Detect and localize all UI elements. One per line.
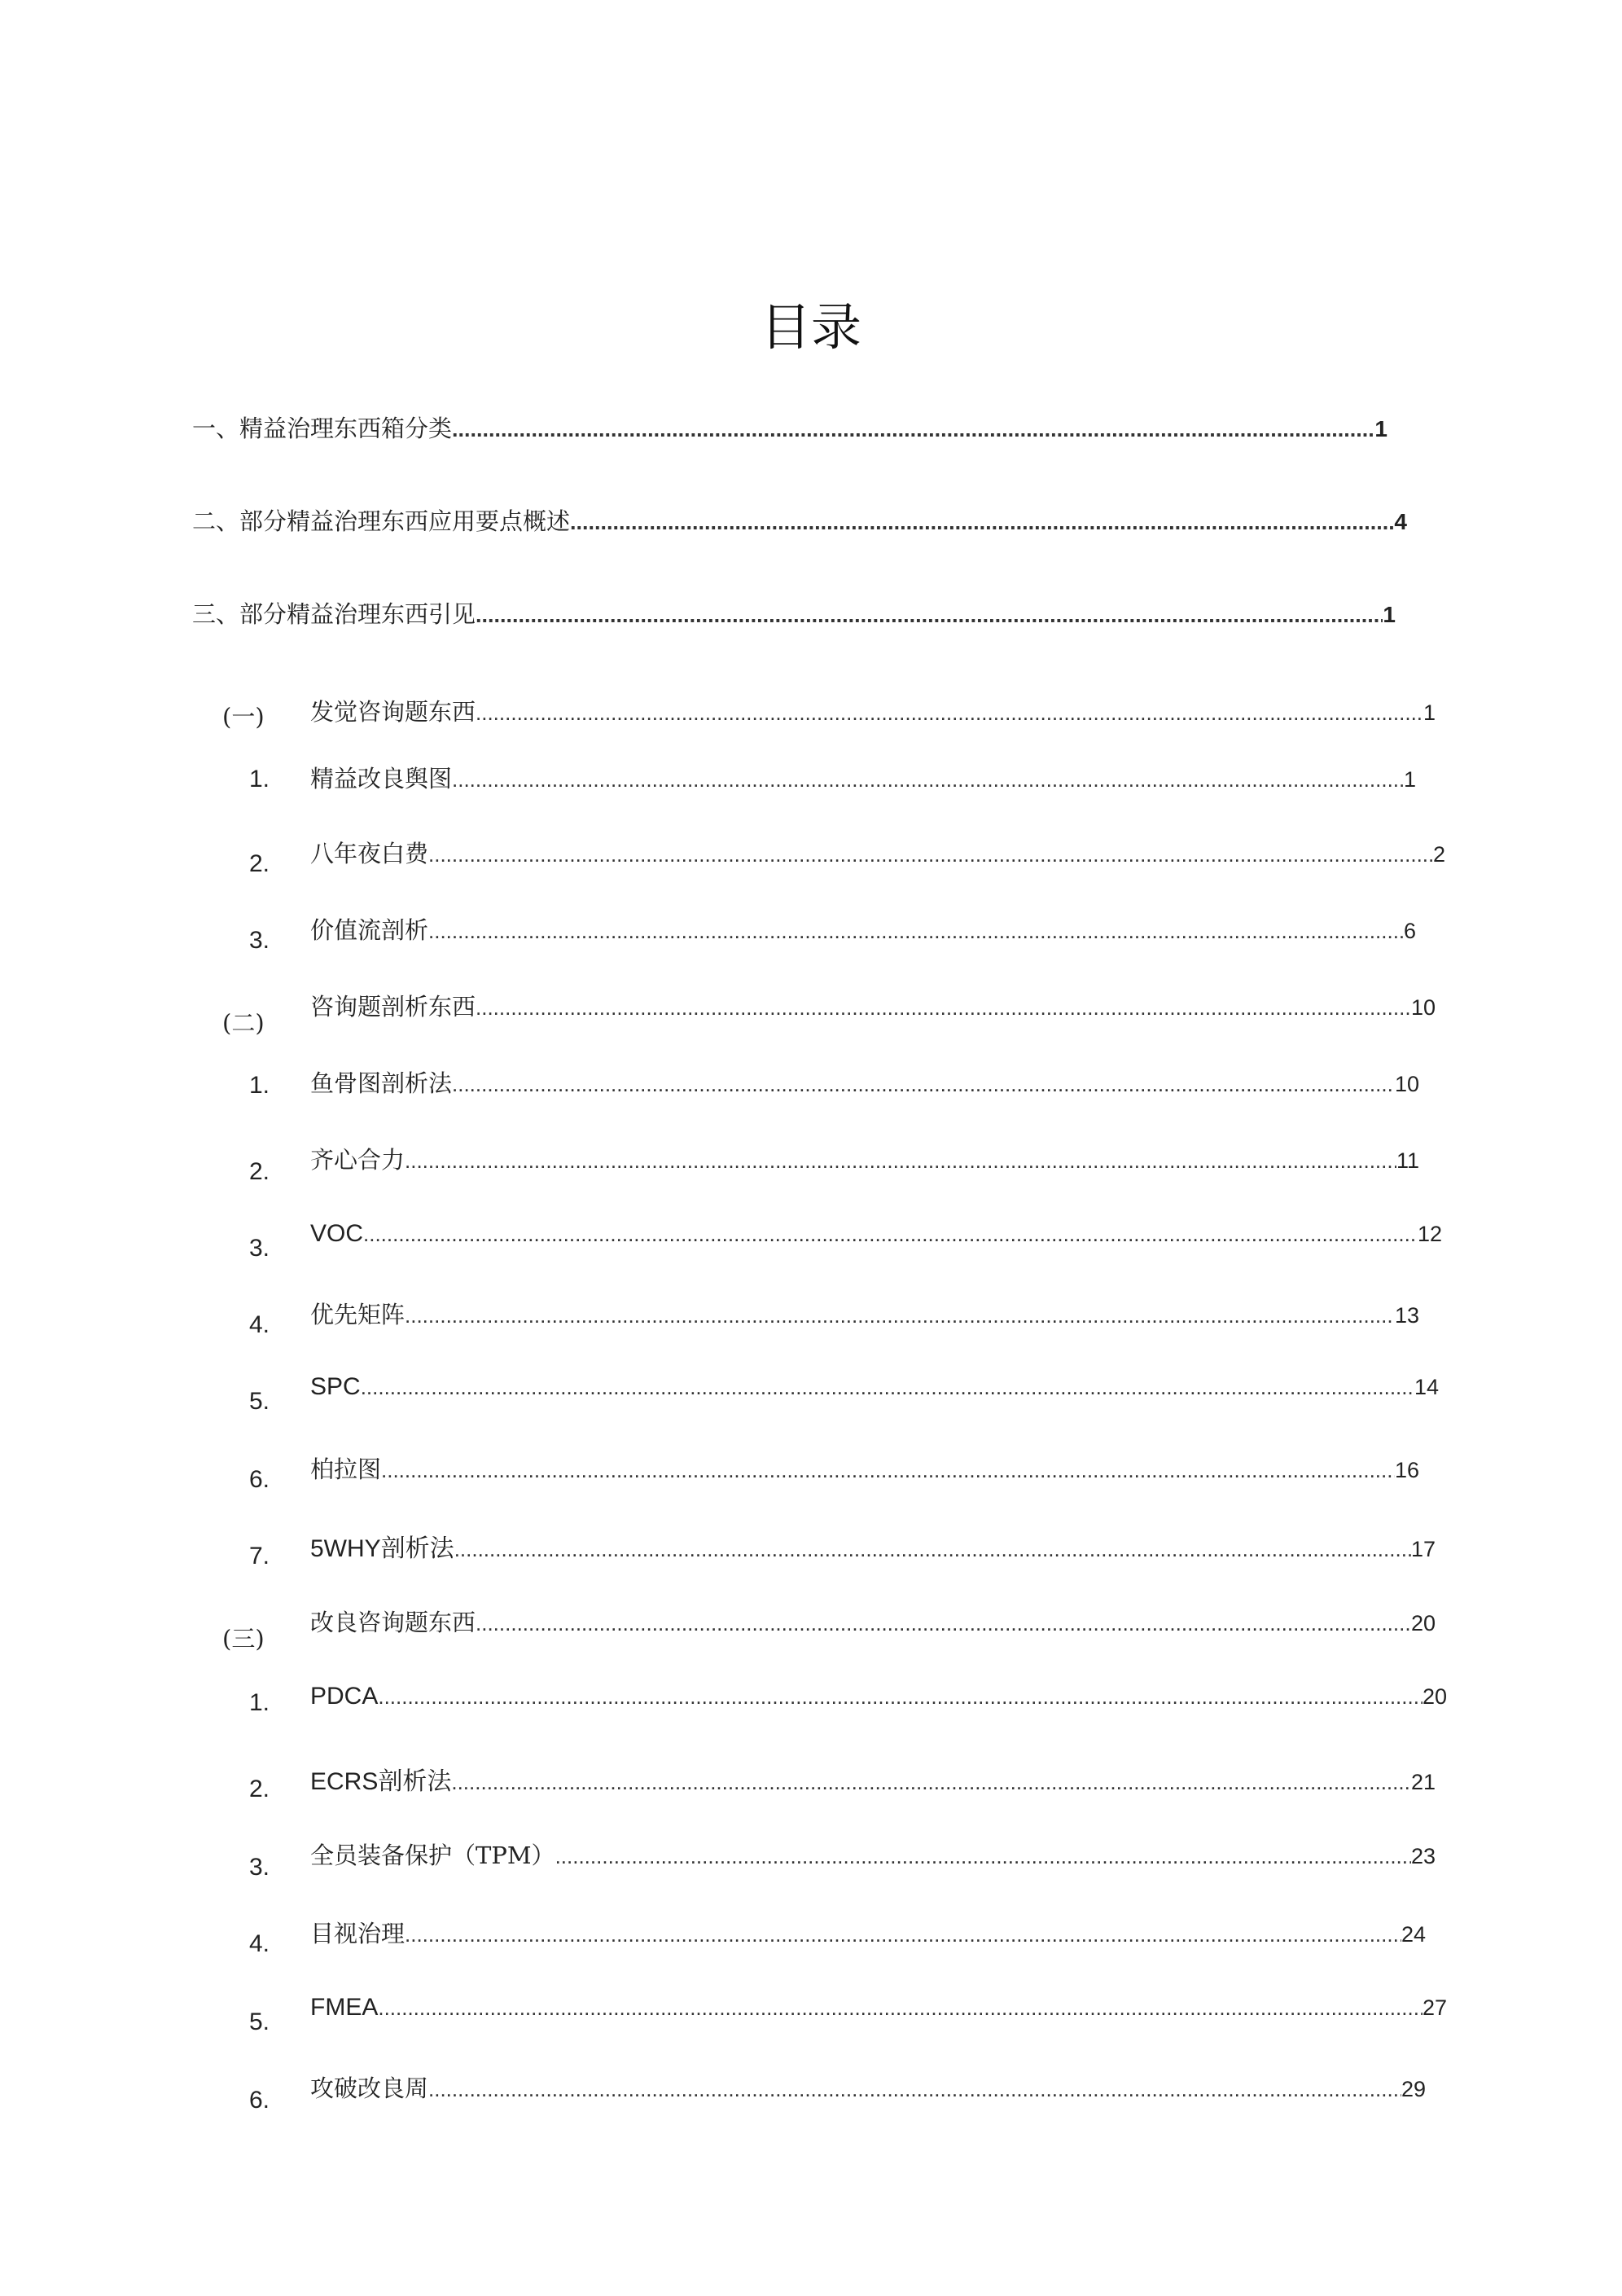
toc-page-number: 27 [1422, 1995, 1447, 2020]
toc-entry-label: 咨询题剖析东西 [310, 993, 476, 1021]
item-number: 7. [249, 1543, 270, 1569]
toc-item[interactable] [310, 1142, 1419, 1183]
item-number: 4. [249, 1311, 270, 1338]
toc-page-number: 1 [1423, 700, 1436, 725]
toc-leader-dots [381, 1458, 1395, 1483]
toc-item[interactable] [310, 1373, 1439, 1414]
toc-entry-label: 优先矩阵 [310, 1301, 406, 1328]
toc-item[interactable] [310, 1837, 1436, 1878]
toc-entry-label: 八年夜白费 [310, 840, 429, 867]
toc-entry-label: 鱼骨图剖析法 [310, 1069, 453, 1097]
toc-leader-dots [428, 842, 1433, 867]
toc-leader-dots [452, 417, 1374, 442]
toc-page-number: 1 [1374, 416, 1387, 441]
item-number: 2. [249, 1776, 270, 1802]
item-number: 1. [249, 1072, 270, 1099]
toc-item[interactable] [310, 2070, 1426, 2111]
toc-leader-dots [452, 1072, 1395, 1097]
toc-leader-dots [454, 1537, 1411, 1562]
toc-leader-dots [451, 1770, 1411, 1795]
toc-item[interactable] [310, 836, 1445, 876]
toc-item[interactable] [310, 1528, 1436, 1569]
toc-item[interactable] [310, 1451, 1419, 1492]
toc-leader-dots [361, 1375, 1414, 1400]
toc-leader-dots [428, 2077, 1401, 2102]
toc-leader-dots [428, 919, 1404, 944]
toc-page-number: 21 [1410, 1770, 1436, 1794]
toc-item[interactable] [310, 1297, 1419, 1337]
toc-page-number: 10 [1394, 1072, 1419, 1096]
toc-page-number: 24 [1401, 1922, 1426, 1947]
toc-page-number: 23 [1410, 1844, 1436, 1868]
section-marker: (二) [222, 1009, 265, 1037]
toc-leader-dots [378, 1684, 1423, 1710]
toc-leader-dots [378, 1995, 1423, 2021]
toc-section-2[interactable] [310, 989, 1436, 1029]
toc-entry-label: 三、部分精益治理东西引见 [192, 600, 476, 628]
toc-leader-dots [405, 1303, 1395, 1328]
toc-page-number: 1 [1403, 767, 1416, 792]
toc-page-number: 1 [1383, 602, 1396, 627]
item-number: 6. [249, 1466, 270, 1493]
item-number: 1. [249, 1689, 270, 1716]
item-number: 2. [249, 1158, 270, 1185]
toc-item[interactable] [310, 1220, 1442, 1261]
toc-leader-dots [476, 700, 1423, 726]
section-marker: (三) [222, 1625, 265, 1653]
toc-entry-label: 攻破改良周 [310, 2074, 429, 2102]
toc-section-1[interactable] [310, 694, 1436, 735]
toc-page-number: 13 [1394, 1303, 1419, 1328]
toc-page-number: 20 [1410, 1611, 1436, 1635]
toc-page-number: 12 [1417, 1222, 1442, 1246]
item-number: 5. [249, 1388, 270, 1415]
item-number: 3. [249, 1235, 270, 1262]
toc-entry-label: 一、精益治理东西箱分类 [192, 415, 453, 442]
toc-entry-label: 柏拉图 [310, 1455, 382, 1483]
toc-leader-dots [452, 767, 1404, 792]
item-number: 5. [249, 2008, 270, 2035]
toc-page-number: 2 [1432, 842, 1445, 867]
toc-page-number: 4 [1394, 509, 1407, 534]
toc-leader-dots [476, 995, 1411, 1021]
item-number: 4. [249, 1930, 270, 1957]
toc-page-number: 10 [1410, 995, 1436, 1020]
item-number: 3. [249, 1854, 270, 1881]
toc-entry-label: 改良咨询题东西 [310, 1609, 476, 1636]
toc-page-number: 14 [1414, 1375, 1439, 1399]
toc-entry-label: SPC [310, 1373, 361, 1400]
toc-leader-dots [363, 1222, 1418, 1247]
toc-item[interactable] [310, 761, 1416, 801]
toc-leader-dots [405, 1922, 1401, 1947]
toc-leader-dots [570, 510, 1394, 535]
toc-entry-label: 二、部分精益治理东西应用要点概述 [192, 507, 571, 535]
toc-item[interactable] [310, 1761, 1436, 1802]
toc-item[interactable] [310, 912, 1416, 953]
toc-page-number: 6 [1403, 919, 1416, 943]
toc-entry-label: 发觉咨询题东西 [310, 698, 476, 726]
toc-entry-1[interactable] [192, 410, 1387, 451]
toc-section-3[interactable] [310, 1605, 1436, 1645]
section-marker: (一) [222, 703, 265, 731]
item-number: 6. [249, 2087, 270, 2114]
toc-entry-label: 5WHY剖析法 [310, 1535, 454, 1562]
toc-entry-label: 目视治理 [310, 1920, 406, 1947]
toc-page-number: 29 [1401, 2077, 1426, 2101]
page-title: 目录 [760, 297, 861, 357]
toc-page-number: 17 [1410, 1537, 1436, 1561]
toc-leader-dots [555, 1844, 1411, 1869]
toc-entry-label: PDCA [310, 1683, 379, 1710]
toc-entry-label: 精益改良舆图 [310, 765, 453, 792]
item-number: 1. [249, 766, 270, 792]
toc-entry-label: VOC [310, 1220, 364, 1247]
toc-entry-label: FMEA [310, 1994, 379, 2021]
toc-entry-label: 齐心合力 [310, 1146, 406, 1174]
item-number: 3. [249, 927, 270, 954]
toc-entry-2[interactable] [192, 503, 1407, 544]
toc-item[interactable] [310, 1994, 1447, 2035]
toc-leader-dots [476, 1611, 1411, 1636]
toc-page-number: 20 [1422, 1684, 1447, 1709]
toc-leader-dots [476, 603, 1383, 628]
toc-page-number: 11 [1396, 1148, 1419, 1173]
toc-item[interactable] [310, 1683, 1447, 1723]
item-number: 2. [249, 850, 270, 877]
toc-leader-dots [405, 1148, 1396, 1174]
toc-entry-3[interactable] [192, 596, 1396, 637]
toc-item[interactable] [310, 1916, 1426, 1956]
toc-item[interactable] [310, 1065, 1419, 1106]
toc-page-number: 16 [1394, 1458, 1419, 1482]
toc-entry-label: 全员装备保护（TPM） [310, 1842, 555, 1869]
toc-entry-label: ECRS剖析法 [310, 1768, 452, 1795]
toc-entry-label: 价值流剖析 [310, 916, 429, 944]
